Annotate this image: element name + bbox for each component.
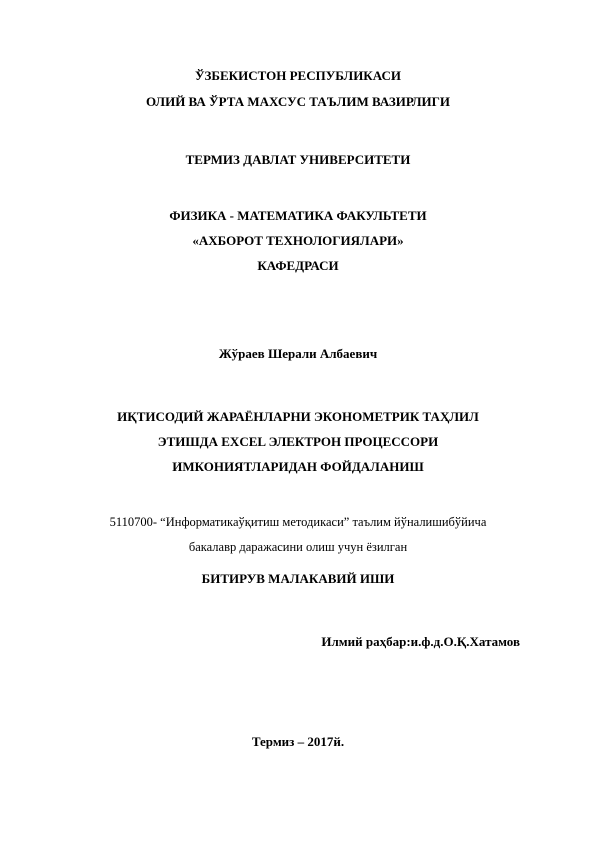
thesis-title-line-1: ИҚТИСОДИЙ ЖАРАЁНЛАРНИ ЭКОНОМЕТРИК ТАҲЛИЛ — [117, 409, 479, 424]
ministry-heading: ОЛИЙ ВА ЎРТА МАХСУС ТАЪЛИМ ВАЗИРЛИГИ — [145, 94, 451, 109]
author-name: Жўраев Шерали Албаевич — [218, 346, 378, 361]
supervisor: Илмий раҳбар:и.ф.д.О.Қ.Хатамов — [321, 634, 520, 649]
department-label: КАФЕДРАСИ — [257, 258, 339, 273]
department-name: «АХБОРОТ ТЕХНОЛОГИЯЛАРИ» — [192, 233, 404, 248]
faculty-name: ФИЗИКА - МАТЕМАТИКА ФАКУЛЬТЕТИ — [169, 208, 427, 223]
city-year: Термиз – 2017й. — [251, 734, 345, 749]
thesis-title-line-2: ЭТИШДА EXCEL ЭЛЕКТРОН ПРОЦЕССОРИ — [157, 434, 439, 449]
degree-line-1: 5110700- “Информатикаўқитиш методикаси” таълим йўналишибўйича — [109, 515, 487, 529]
thesis-title-line-3: ИМКОНИЯТЛАРИДАН ФОЙДАЛАНИШ — [172, 459, 424, 474]
work-type: БИТИРУВ МАЛАКАВИЙ ИШИ — [201, 571, 395, 586]
republic-heading: ЎЗБЕКИСТОН РЕСПУБЛИКАСИ — [195, 68, 401, 83]
degree-line-2: бакалавр даражасини олиш учун ёзилган — [188, 540, 408, 554]
university-name: ТЕРМИЗ ДАВЛАТ УНИВЕРСИТЕТИ — [185, 152, 411, 167]
